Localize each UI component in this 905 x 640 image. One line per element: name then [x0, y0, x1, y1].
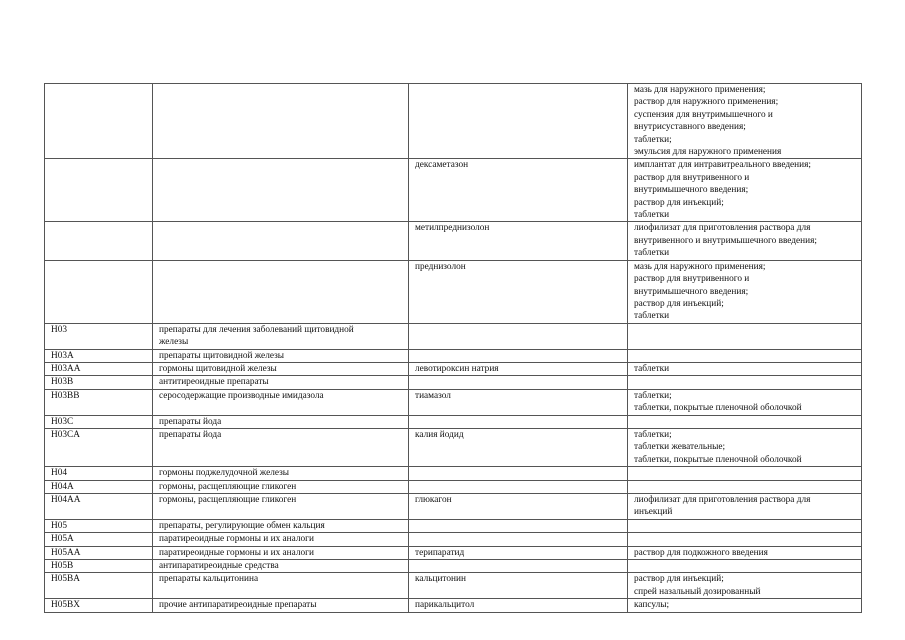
table-row: [45, 84, 862, 159]
dosage-forms-cell: мазь для наружного применения; раствор для внутривенного и внутримышечного введения; раствор для инъекций; таблетки: [628, 260, 862, 323]
dosage-forms-cell: [628, 376, 862, 389]
atc-code-cell: [45, 222, 153, 260]
atc-code-cell: H03AA: [45, 362, 153, 375]
table-row: [45, 260, 862, 323]
dosage-forms-cell: капсулы;: [628, 599, 862, 612]
drug-name-cell: [409, 467, 628, 480]
group-name-cell: [153, 84, 409, 159]
table-row: [45, 323, 862, 349]
drug-name-cell: кальцитонин: [409, 573, 628, 599]
group-name-cell: серосодержащие производные имидазола: [153, 389, 409, 415]
drug-name-cell: [409, 323, 628, 349]
atc-code-cell: [45, 260, 153, 323]
dosage-forms-cell: [628, 349, 862, 362]
table-body: [45, 84, 862, 613]
group-name-cell: [153, 159, 409, 222]
group-name-cell: препараты кальцитонина: [153, 573, 409, 599]
drug-name-cell: [409, 376, 628, 389]
drug-name-cell: глюкагон: [409, 494, 628, 520]
dosage-forms-cell: [628, 480, 862, 493]
table-row: [45, 376, 862, 389]
dosage-forms-cell: лиофилизат для приготовления раствора для инъекций: [628, 494, 862, 520]
drug-name-cell: [409, 349, 628, 362]
table-row: [45, 159, 862, 222]
group-name-cell: препараты йода: [153, 428, 409, 466]
group-name-cell: препараты щитовидной железы: [153, 349, 409, 362]
dosage-forms-cell: мазь для наружного применения; раствор для наружного применения; суспензия для внутримышечного и внутрисуставного введения; таблетки; эмульсия для наружного применения: [628, 84, 862, 159]
table-row: [45, 389, 862, 415]
drug-name-cell: метилпреднизолон: [409, 222, 628, 260]
drug-name-cell: [409, 480, 628, 493]
table-row: [45, 494, 862, 520]
table-row: [45, 560, 862, 573]
atc-code-cell: H04A: [45, 480, 153, 493]
drug-name-cell: [409, 519, 628, 532]
table-row: [45, 222, 862, 260]
dosage-forms-cell: таблетки; таблетки, покрытые пленочной оболочкой: [628, 389, 862, 415]
atc-code-cell: [45, 84, 153, 159]
group-name-cell: препараты, регулирующие обмен кальция: [153, 519, 409, 532]
dosage-forms-cell: [628, 323, 862, 349]
dosage-forms-cell: таблетки; таблетки жевательные; таблетки, покрытые пленочной оболочкой: [628, 428, 862, 466]
group-name-cell: антитиреоидные препараты: [153, 376, 409, 389]
dosage-forms-cell: [628, 519, 862, 532]
drug-name-cell: преднизолон: [409, 260, 628, 323]
atc-code-cell: H05: [45, 519, 153, 532]
dosage-forms-cell: раствор для подкожного введения: [628, 546, 862, 559]
atc-code-cell: H03: [45, 323, 153, 349]
atc-code-cell: H05BA: [45, 573, 153, 599]
dosage-forms-cell: таблетки: [628, 362, 862, 375]
atc-code-cell: [45, 159, 153, 222]
atc-code-cell: H04: [45, 467, 153, 480]
atc-code-cell: H03CA: [45, 428, 153, 466]
group-name-cell: гормоны поджелудочной железы: [153, 467, 409, 480]
group-name-cell: [153, 260, 409, 323]
table-row: [45, 362, 862, 375]
group-name-cell: препараты йода: [153, 415, 409, 428]
atc-code-cell: H03BB: [45, 389, 153, 415]
atc-code-cell: H04AA: [45, 494, 153, 520]
drug-name-cell: левотироксин натрия: [409, 362, 628, 375]
group-name-cell: гормоны, расщепляющие гликоген: [153, 494, 409, 520]
table-row: [45, 467, 862, 480]
dosage-forms-cell: [628, 415, 862, 428]
group-name-cell: препараты для лечения заболеваний щитовидной железы: [153, 323, 409, 349]
group-name-cell: гормоны щитовидной железы: [153, 362, 409, 375]
table-row: [45, 428, 862, 466]
drug-name-cell: [409, 84, 628, 159]
group-name-cell: паратиреоидные гормоны и их аналоги: [153, 546, 409, 559]
table-row: [45, 599, 862, 612]
dosage-forms-cell: [628, 467, 862, 480]
drug-list-table: [44, 83, 862, 613]
group-name-cell: прочие антипаратиреоидные препараты: [153, 599, 409, 612]
atc-code-cell: H03C: [45, 415, 153, 428]
drug-name-cell: дексаметазон: [409, 159, 628, 222]
group-name-cell: гормоны, расщепляющие гликоген: [153, 480, 409, 493]
drug-name-cell: [409, 533, 628, 546]
atc-code-cell: H05A: [45, 533, 153, 546]
atc-code-cell: H05AA: [45, 546, 153, 559]
atc-code-cell: H03A: [45, 349, 153, 362]
dosage-forms-cell: имплантат для интравитреального введения; раствор для внутривенного и внутримышечного введения; раствор для инъекций; таблетки: [628, 159, 862, 222]
table-row: [45, 573, 862, 599]
atc-code-cell: H05B: [45, 560, 153, 573]
drug-name-cell: калия йодид: [409, 428, 628, 466]
drug-name-cell: парикальцитол: [409, 599, 628, 612]
drug-name-cell: терипаратид: [409, 546, 628, 559]
dosage-forms-cell: [628, 533, 862, 546]
table-row: [45, 519, 862, 532]
table-row: [45, 415, 862, 428]
table-row: [45, 349, 862, 362]
group-name-cell: паратиреоидные гормоны и их аналоги: [153, 533, 409, 546]
drug-name-cell: тиамазол: [409, 389, 628, 415]
dosage-forms-cell: [628, 560, 862, 573]
dosage-forms-cell: раствор для инъекций; спрей назальный дозированный: [628, 573, 862, 599]
atc-code-cell: H05BX: [45, 599, 153, 612]
drug-name-cell: [409, 560, 628, 573]
atc-code-cell: H03B: [45, 376, 153, 389]
table-row: [45, 546, 862, 559]
table-row: [45, 480, 862, 493]
group-name-cell: [153, 222, 409, 260]
table-row: [45, 533, 862, 546]
dosage-forms-cell: лиофилизат для приготовления раствора для внутривенного и внутримышечного введения; таблетки: [628, 222, 862, 260]
group-name-cell: антипаратиреоидные средства: [153, 560, 409, 573]
drug-name-cell: [409, 415, 628, 428]
